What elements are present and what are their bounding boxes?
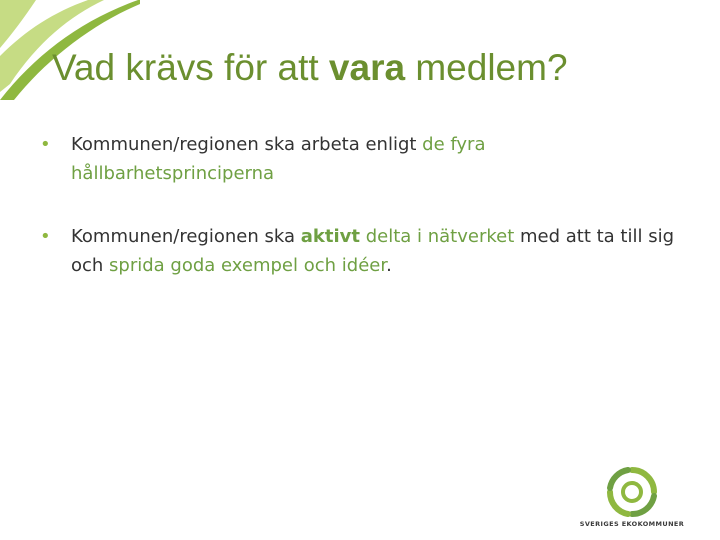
title-text-start: Vad krävs för att <box>52 47 329 88</box>
logo-text: SVERIGES EKOKOMMUNER <box>579 520 685 528</box>
bullet-highlight: sprida goda exempel och idéer <box>109 255 387 276</box>
bullet-text: med att ta till sig och <box>71 226 675 276</box>
bullet-dot: • <box>40 134 51 155</box>
sveriges-ekokommuner-logo <box>576 466 688 532</box>
bullet-item <box>40 130 680 188</box>
slide-title <box>52 44 692 92</box>
bullet-bold-highlight: aktivt <box>300 226 360 247</box>
bullet-list <box>40 130 680 314</box>
eco-ring-logo-icon <box>605 466 659 518</box>
title-text-end: medlem? <box>405 47 568 88</box>
title-text-bold: vara <box>328 47 406 88</box>
bullet-highlight: de fyra hållbarhetsprinciperna <box>71 134 486 184</box>
bullet-text: . <box>386 255 392 276</box>
bullet-highlight: delta i nätverket <box>359 226 515 247</box>
bullet-item <box>40 222 680 280</box>
bullet-text: Kommunen/regionen ska <box>71 226 301 247</box>
bullet-dot: • <box>40 226 51 247</box>
bullet-text: Kommunen/regionen ska arbeta enligt <box>71 134 423 155</box>
